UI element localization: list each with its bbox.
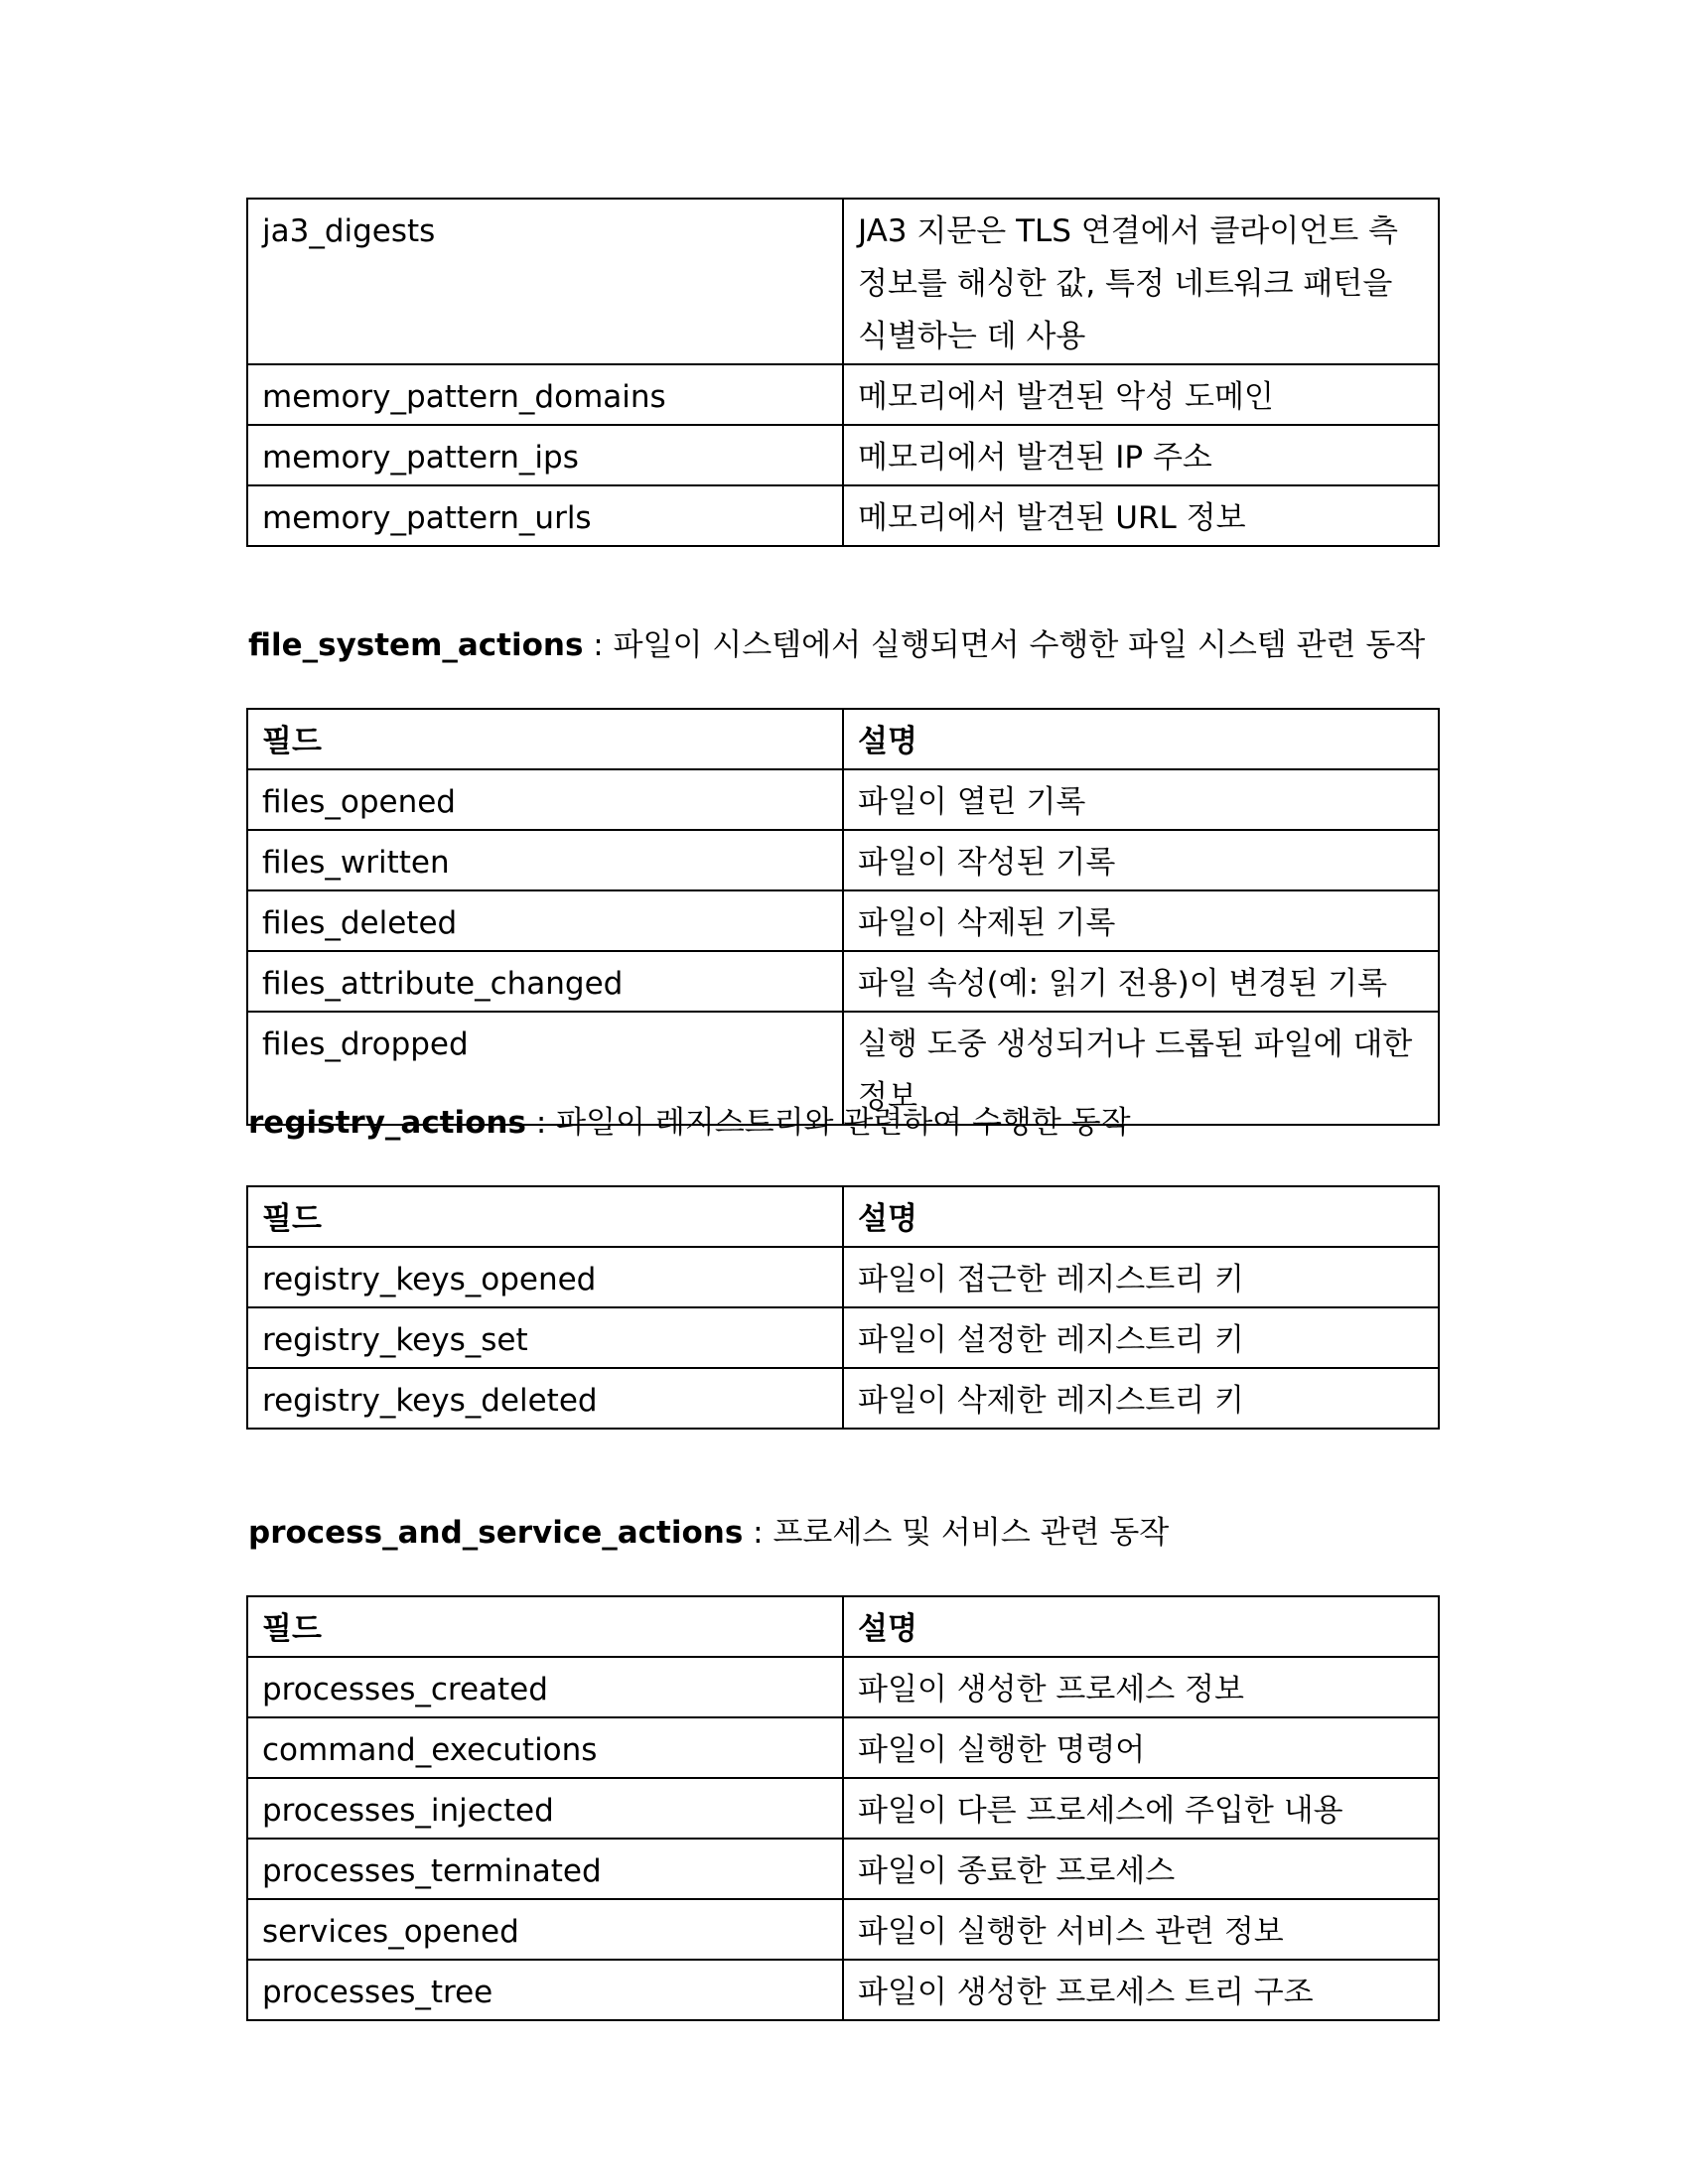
table-row [247,1247,1439,1307]
table-row [247,951,1439,1012]
field-cell: processes_injected [247,1778,843,1839]
table-header-row [247,1186,1439,1247]
desc-cell: 파일이 열린 기록 [843,769,1439,830]
table-row [247,1778,1439,1839]
table-row [247,199,1439,364]
process-heading [248,1513,1169,1553]
field-cell: registry_keys_opened [247,1247,843,1307]
field-cell: services_opened [247,1899,843,1960]
table-row [247,364,1439,425]
file-system-table [246,708,1440,1126]
registry-heading [248,1103,1131,1143]
process-table [246,1595,1440,2021]
desc-cell: 메모리에서 발견된 IP 주소 [843,425,1439,485]
desc-cell: 파일이 설정한 레지스트리 키 [843,1307,1439,1368]
header-field: 필드 [247,709,843,769]
table-row [247,1839,1439,1899]
field-cell: files_deleted [247,890,843,951]
desc-cell: 파일이 실행한 명령어 [843,1717,1439,1778]
network-fields-table [246,198,1440,547]
desc-cell: 실행 도중 생성되거나 드롭된 파일에 대한 정보 [843,1012,1439,1125]
desc-cell: 파일이 접근한 레지스트리 키 [843,1247,1439,1307]
desc-cell: 파일이 다른 프로세스에 주입한 내용 [843,1778,1439,1839]
table-row [247,830,1439,890]
header-desc: 설명 [843,1596,1439,1657]
desc-cell: 파일 속성(예: 읽기 전용)이 변경된 기록 [843,951,1439,1012]
field-cell: memory_pattern_domains [247,364,843,425]
table-row [247,1899,1439,1960]
desc-cell: JA3 지문은 TLS 연결에서 클라이언트 측 정보를 해싱한 값, 특정 네트워크 패턴을 식별하는 데 사용 [843,199,1439,364]
field-cell: files_dropped [247,1012,843,1125]
table-row [247,890,1439,951]
header-field: 필드 [247,1596,843,1657]
desc-cell: 파일이 삭제한 레지스트리 키 [843,1368,1439,1429]
desc-cell: 파일이 생성한 프로세스 정보 [843,1657,1439,1717]
field-cell: command_executions [247,1717,843,1778]
field-cell: files_opened [247,769,843,830]
field-cell: registry_keys_deleted [247,1368,843,1429]
desc-cell: 메모리에서 발견된 악성 도메인 [843,364,1439,425]
section-description: : 프로세스 및 서비스 관련 동작 [743,1515,1170,1551]
desc-cell: 파일이 생성한 프로세스 트리 구조 [843,1960,1439,2020]
section-description: : 파일이 레지스트리와 관련하여 수행한 동작 [525,1105,1131,1141]
table-header-row [247,709,1439,769]
table-row [247,1307,1439,1368]
section-name: process_and_service_actions [248,1515,744,1551]
desc-cell: 파일이 삭제된 기록 [843,890,1439,951]
field-cell: registry_keys_set [247,1307,843,1368]
file-system-heading [248,625,1425,665]
table-row [247,1368,1439,1429]
field-cell: ja3_digests [247,199,843,364]
header-desc: 설명 [843,709,1439,769]
field-cell: memory_pattern_ips [247,425,843,485]
field-cell: memory_pattern_urls [247,485,843,546]
field-cell: processes_created [247,1657,843,1717]
table-row [247,1717,1439,1778]
section-description: : 파일이 시스템에서 실행되면서 수행한 파일 시스템 관련 동작 [583,627,1426,663]
table-row [247,1657,1439,1717]
table-row [247,769,1439,830]
desc-cell: 파일이 종료한 프로세스 [843,1839,1439,1899]
field-cell: processes_tree [247,1960,843,2020]
section-name: registry_actions [248,1105,526,1141]
field-cell: files_written [247,830,843,890]
field-cell: files_attribute_changed [247,951,843,1012]
table-row [247,485,1439,546]
desc-cell: 파일이 작성된 기록 [843,830,1439,890]
desc-cell: 메모리에서 발견된 URL 정보 [843,485,1439,546]
table-row [247,425,1439,485]
header-desc: 설명 [843,1186,1439,1247]
desc-cell: 파일이 실행한 서비스 관련 정보 [843,1899,1439,1960]
table-row [247,1960,1439,2020]
registry-table [246,1185,1440,1430]
field-cell: processes_terminated [247,1839,843,1899]
header-field: 필드 [247,1186,843,1247]
section-name: file_system_actions [248,627,584,663]
table-header-row [247,1596,1439,1657]
